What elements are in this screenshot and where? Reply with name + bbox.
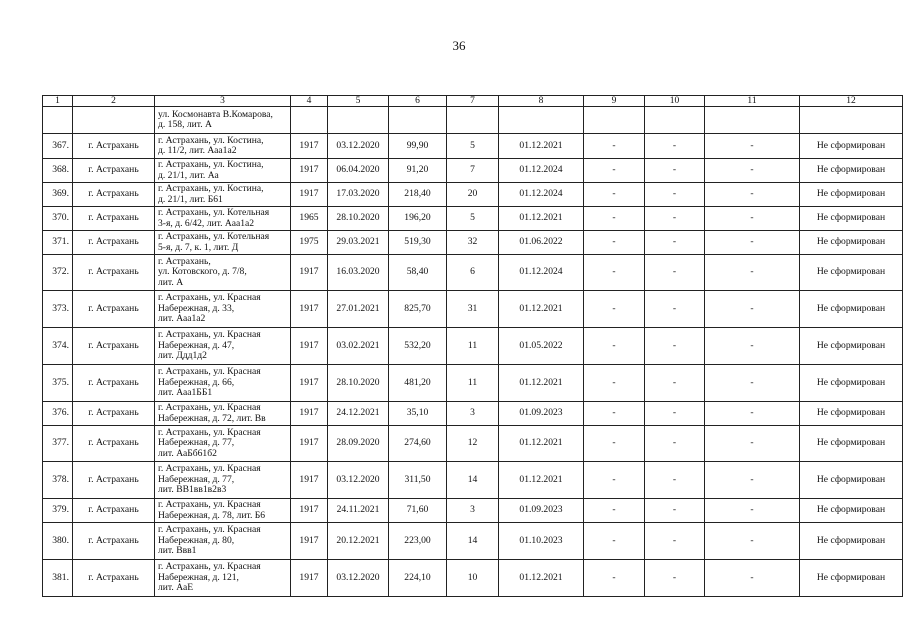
address-line: г. Астрахань, ул. Костина, xyxy=(158,159,264,171)
cell-num: 368. xyxy=(43,159,73,183)
table-row xyxy=(43,159,903,183)
cell-col11: - xyxy=(705,207,800,231)
cell-address xyxy=(155,523,291,560)
column-header: 12 xyxy=(800,96,903,107)
cell-area: 274,60 xyxy=(389,426,447,462)
address-line: лит. Ддд1д2 xyxy=(158,350,207,362)
cell-area: 71,60 xyxy=(389,499,447,523)
cell-city xyxy=(73,107,155,134)
cell-address xyxy=(155,255,291,291)
cell-address xyxy=(155,291,291,328)
column-header: 10 xyxy=(645,96,705,107)
cell-city: г. Астрахань xyxy=(73,231,155,255)
cell-col10: - xyxy=(645,426,705,462)
address-line: д. 11/2, лит. Ааа1а2 xyxy=(158,145,237,156)
column-header: 7 xyxy=(447,96,499,107)
address-line: г. Астрахань, ул. Красная xyxy=(158,329,261,341)
address-line: Набережная, д. 80, xyxy=(158,534,235,546)
cell-address xyxy=(155,134,291,159)
cell-col9: - xyxy=(584,462,645,499)
cell-year: 1917 xyxy=(291,462,328,499)
cell-address xyxy=(155,207,291,231)
cell-city: г. Астрахань xyxy=(73,365,155,402)
cell-num: 374. xyxy=(43,328,73,365)
address-line: Набережная, д. 33, xyxy=(158,302,235,314)
address-line: г. Астрахань, ул. Красная xyxy=(158,524,261,536)
cell-status: Не сформирован xyxy=(800,134,903,159)
cell-plan-date: 01.12.2021 xyxy=(499,291,584,328)
table-body xyxy=(43,107,903,597)
cell-area: 825,70 xyxy=(389,291,447,328)
address-line: г. Астрахань, ул. Красная xyxy=(158,426,261,438)
cell-city: г. Астрахань xyxy=(73,560,155,597)
cell-date: 28.09.2020 xyxy=(328,426,389,462)
cell-area: 99,90 xyxy=(389,134,447,159)
cell-plan-date: 01.09.2023 xyxy=(499,499,584,523)
cell-date: 24.12.2021 xyxy=(328,402,389,426)
column-header: 8 xyxy=(499,96,584,107)
cell-col11: - xyxy=(705,134,800,159)
cell-address xyxy=(155,499,291,523)
cell-date: 28.10.2020 xyxy=(328,207,389,231)
cell-status: Не сформирован xyxy=(800,255,903,291)
cell-area: 58,40 xyxy=(389,255,447,291)
cell-col10: - xyxy=(645,207,705,231)
address-line: Набережная, д. 77, xyxy=(158,473,235,485)
table-row xyxy=(43,207,903,231)
cell-year: 1965 xyxy=(291,207,328,231)
cell-col9: - xyxy=(584,291,645,328)
cell-num: 380. xyxy=(43,523,73,560)
cell-count: 14 xyxy=(447,462,499,499)
cell-num: 378. xyxy=(43,462,73,499)
cell-col11 xyxy=(705,107,800,134)
cell-area: 224,10 xyxy=(389,560,447,597)
cell-address xyxy=(155,183,291,207)
cell-status xyxy=(800,107,903,134)
column-header: 2 xyxy=(73,96,155,107)
cell-area xyxy=(389,107,447,134)
cell-col10: - xyxy=(645,159,705,183)
cell-count: 3 xyxy=(447,499,499,523)
cell-status: Не сформирован xyxy=(800,291,903,328)
cell-status: Не сформирован xyxy=(800,159,903,183)
address-line: лит. Ааа1а2 xyxy=(158,313,206,325)
cell-plan-date: 01.12.2024 xyxy=(499,183,584,207)
cell-count: 20 xyxy=(447,183,499,207)
cell-col10: - xyxy=(645,365,705,402)
cell-city: г. Астрахань xyxy=(73,255,155,291)
cell-count: 31 xyxy=(447,291,499,328)
table-row xyxy=(43,560,903,597)
cell-city: г. Астрахань xyxy=(73,207,155,231)
cell-col10: - xyxy=(645,462,705,499)
cell-col9: - xyxy=(584,207,645,231)
table-row xyxy=(43,523,903,560)
table-row xyxy=(43,499,903,523)
cell-col11: - xyxy=(705,499,800,523)
table-row xyxy=(43,231,903,255)
address-line: ул. Космонавта В.Комарова, xyxy=(158,108,273,120)
cell-count: 3 xyxy=(447,402,499,426)
cell-date: 03.12.2020 xyxy=(328,462,389,499)
cell-plan-date xyxy=(499,107,584,134)
cell-col10: - xyxy=(645,499,705,523)
cell-col11: - xyxy=(705,523,800,560)
cell-area: 218,40 xyxy=(389,183,447,207)
address-line: лит. ВВ1вв1в2в3 xyxy=(158,484,227,496)
address-line: д. 21/1, лит. Аа xyxy=(158,169,219,181)
address-line: лит. АаЕ xyxy=(158,582,194,594)
address-line: д. 21/1, лит. Б61 xyxy=(158,193,223,205)
cell-address xyxy=(155,231,291,255)
cell-date: 20.12.2021 xyxy=(328,523,389,560)
cell-col11: - xyxy=(705,560,800,597)
cell-col9: - xyxy=(584,231,645,255)
table-row xyxy=(43,426,903,462)
table-row xyxy=(43,365,903,402)
cell-area: 532,20 xyxy=(389,328,447,365)
cell-city: г. Астрахань xyxy=(73,523,155,560)
cell-col10: - xyxy=(645,134,705,159)
address-line: Набережная, д. 47, xyxy=(158,339,235,351)
cell-plan-date: 01.12.2021 xyxy=(499,426,584,462)
address-line: Набережная, д. 72, лит. Вв xyxy=(158,412,266,424)
cell-date: 06.04.2020 xyxy=(328,159,389,183)
cell-col9: - xyxy=(584,560,645,597)
cell-num: 381. xyxy=(43,560,73,597)
cell-address xyxy=(155,107,291,134)
cell-count: 32 xyxy=(447,231,499,255)
address-line: г. Астрахань, ул. Котельная xyxy=(158,231,270,243)
cell-count: 7 xyxy=(447,159,499,183)
cell-year: 1917 xyxy=(291,159,328,183)
cell-num: 375. xyxy=(43,365,73,402)
cell-status: Не сформирован xyxy=(800,462,903,499)
address-line: 3-я, д. 6/42, лит. Ааа1а2 xyxy=(158,217,255,229)
column-header: 5 xyxy=(328,96,389,107)
cell-plan-date: 01.06.2022 xyxy=(499,231,584,255)
address-line: г. Астрахань, ул. Костина, xyxy=(158,134,264,146)
cell-plan-date: 01.10.2023 xyxy=(499,523,584,560)
cell-status: Не сформирован xyxy=(800,560,903,597)
address-line: г. Астрахань, ул. Красная xyxy=(158,499,261,511)
cell-area: 35,10 xyxy=(389,402,447,426)
cell-year: 1917 xyxy=(291,291,328,328)
table-row xyxy=(43,462,903,499)
cell-col9: - xyxy=(584,183,645,207)
cell-address xyxy=(155,402,291,426)
cell-status: Не сформирован xyxy=(800,183,903,207)
cell-status: Не сформирован xyxy=(800,499,903,523)
cell-num: 377. xyxy=(43,426,73,462)
cell-plan-date: 01.12.2021 xyxy=(499,560,584,597)
address-line: Набережная, д. 66, xyxy=(158,376,235,388)
cell-date: 29.03.2021 xyxy=(328,231,389,255)
cell-col10: - xyxy=(645,560,705,597)
cell-col10: - xyxy=(645,523,705,560)
cell-city: г. Астрахань xyxy=(73,402,155,426)
cell-date: 28.10.2020 xyxy=(328,365,389,402)
cell-year: 1917 xyxy=(291,560,328,597)
address-line: лит. АаБб61б2 xyxy=(158,447,217,459)
cell-city: г. Астрахань xyxy=(73,499,155,523)
cell-status: Не сформирован xyxy=(800,402,903,426)
cell-col10: - xyxy=(645,183,705,207)
address-line: ул. Котовского, д. 7/8, xyxy=(158,266,247,278)
cell-col11: - xyxy=(705,328,800,365)
cell-city: г. Астрахань xyxy=(73,183,155,207)
cell-area: 196,20 xyxy=(389,207,447,231)
cell-address xyxy=(155,462,291,499)
cell-city: г. Астрахань xyxy=(73,291,155,328)
cell-col10: - xyxy=(645,291,705,328)
address-line: г. Астрахань, ул. Костина, xyxy=(158,183,264,195)
cell-date: 03.12.2020 xyxy=(328,134,389,159)
table-row xyxy=(43,402,903,426)
column-header: 6 xyxy=(389,96,447,107)
cell-col9: - xyxy=(584,402,645,426)
cell-num xyxy=(43,107,73,134)
cell-plan-date: 01.12.2021 xyxy=(499,365,584,402)
cell-city: г. Астрахань xyxy=(73,159,155,183)
cell-year: 1917 xyxy=(291,134,328,159)
cell-year: 1975 xyxy=(291,231,328,255)
column-header: 4 xyxy=(291,96,328,107)
cell-num: 367. xyxy=(43,134,73,159)
column-header: 9 xyxy=(584,96,645,107)
cell-area: 91,20 xyxy=(389,159,447,183)
table-row xyxy=(43,328,903,365)
cell-city: г. Астрахань xyxy=(73,134,155,159)
cell-col10: - xyxy=(645,402,705,426)
cell-count: 6 xyxy=(447,255,499,291)
cell-col9: - xyxy=(584,499,645,523)
page-number: 36 xyxy=(452,38,466,53)
address-line: г. Астрахань, ул. Котельная xyxy=(158,207,270,219)
cell-plan-date: 01.12.2024 xyxy=(499,159,584,183)
cell-col11: - xyxy=(705,231,800,255)
cell-count: 10 xyxy=(447,560,499,597)
cell-count: 11 xyxy=(447,365,499,402)
cell-count xyxy=(447,107,499,134)
cell-year: 1917 xyxy=(291,499,328,523)
cell-col11: - xyxy=(705,462,800,499)
cell-count: 11 xyxy=(447,328,499,365)
cell-col11: - xyxy=(705,255,800,291)
cell-plan-date: 01.12.2021 xyxy=(499,207,584,231)
cell-num: 379. xyxy=(43,499,73,523)
cell-year: 1917 xyxy=(291,523,328,560)
address-line: г. Астрахань, ул. Красная xyxy=(158,366,261,378)
table-row xyxy=(43,255,903,291)
cell-col9 xyxy=(584,107,645,134)
cell-area: 519,30 xyxy=(389,231,447,255)
cell-count: 5 xyxy=(447,207,499,231)
cell-num: 376. xyxy=(43,402,73,426)
cell-col11: - xyxy=(705,365,800,402)
address-line: г. Астрахань, ул. Красная xyxy=(158,463,261,475)
cell-address xyxy=(155,560,291,597)
cell-col9: - xyxy=(584,134,645,159)
cell-date: 16.03.2020 xyxy=(328,255,389,291)
cell-status: Не сформирован xyxy=(800,328,903,365)
cell-col11: - xyxy=(705,291,800,328)
cell-year: 1917 xyxy=(291,365,328,402)
cell-status: Не сформирован xyxy=(800,207,903,231)
address-line: Набережная, д. 77, xyxy=(158,437,235,449)
cell-count: 5 xyxy=(447,134,499,159)
cell-year: 1917 xyxy=(291,255,328,291)
cell-address xyxy=(155,426,291,462)
cell-address xyxy=(155,159,291,183)
cell-year xyxy=(291,107,328,134)
cell-date: 24.11.2021 xyxy=(328,499,389,523)
address-line: г. Астрахань, ул. Красная xyxy=(158,292,261,304)
cell-col11: - xyxy=(705,402,800,426)
cell-num: 370. xyxy=(43,207,73,231)
cell-plan-date: 01.12.2021 xyxy=(499,134,584,159)
address-line: лит. Ввв1 xyxy=(158,545,197,557)
address-line: г. Астрахань, ул. Красная xyxy=(158,402,261,414)
cell-plan-date: 01.05.2022 xyxy=(499,328,584,365)
cell-area: 481,20 xyxy=(389,365,447,402)
cell-date: 27.01.2021 xyxy=(328,291,389,328)
cell-col11: - xyxy=(705,159,800,183)
cell-col11: - xyxy=(705,426,800,462)
cell-col11: - xyxy=(705,183,800,207)
column-header: 3 xyxy=(155,96,291,107)
cell-count: 12 xyxy=(447,426,499,462)
cell-city: г. Астрахань xyxy=(73,462,155,499)
address-line: г. Астрахань, xyxy=(158,255,211,267)
cell-address xyxy=(155,328,291,365)
cell-date: 17.03.2020 xyxy=(328,183,389,207)
cell-year: 1917 xyxy=(291,328,328,365)
cell-year: 1917 xyxy=(291,183,328,207)
cell-city: г. Астрахань xyxy=(73,426,155,462)
cell-num: 372. xyxy=(43,255,73,291)
cell-col9: - xyxy=(584,365,645,402)
address-line: Набережная, д. 121, xyxy=(158,571,239,583)
cell-col9: - xyxy=(584,328,645,365)
cell-city: г. Астрахань xyxy=(73,328,155,365)
table-row xyxy=(43,134,903,159)
cell-plan-date: 01.12.2024 xyxy=(499,255,584,291)
address-line: 5-я, д. 7, к. 1, лит. Д xyxy=(158,241,239,253)
cell-plan-date: 01.12.2021 xyxy=(499,462,584,499)
table-row xyxy=(43,183,903,207)
cell-count: 14 xyxy=(447,523,499,560)
cell-num: 369. xyxy=(43,183,73,207)
cell-status: Не сформирован xyxy=(800,426,903,462)
cell-col9: - xyxy=(584,255,645,291)
cell-date: 03.02.2021 xyxy=(328,328,389,365)
continuation-row xyxy=(43,107,903,134)
cell-status: Не сформирован xyxy=(800,231,903,255)
column-number-header xyxy=(43,96,903,107)
address-line: д. 158, лит. А xyxy=(158,119,212,130)
cell-col9: - xyxy=(584,523,645,560)
cell-col10: - xyxy=(645,328,705,365)
cell-area: 311,50 xyxy=(389,462,447,499)
cell-num: 371. xyxy=(43,231,73,255)
cell-date xyxy=(328,107,389,134)
address-line: лит. Ааа1ББ1 xyxy=(158,387,213,399)
cell-area: 223,00 xyxy=(389,523,447,560)
cell-date: 03.12.2020 xyxy=(328,560,389,597)
table-row xyxy=(43,291,903,328)
column-header: 11 xyxy=(705,96,800,107)
address-line: Набережная, д. 78, лит. Б6 xyxy=(158,509,266,521)
cell-status: Не сформирован xyxy=(800,365,903,402)
address-line: г. Астрахань, ул. Красная xyxy=(158,561,261,573)
housing-registry-table xyxy=(42,95,903,597)
cell-col9: - xyxy=(584,426,645,462)
cell-col10: - xyxy=(645,231,705,255)
cell-year: 1917 xyxy=(291,426,328,462)
cell-col10: - xyxy=(645,255,705,291)
address-line: лит. А xyxy=(158,276,184,288)
cell-num: 373. xyxy=(43,291,73,328)
cell-col10 xyxy=(645,107,705,134)
cell-year: 1917 xyxy=(291,402,328,426)
cell-col9: - xyxy=(584,159,645,183)
cell-address xyxy=(155,365,291,402)
cell-status: Не сформирован xyxy=(800,523,903,560)
cell-plan-date: 01.09.2023 xyxy=(499,402,584,426)
column-header: 1 xyxy=(43,96,73,107)
